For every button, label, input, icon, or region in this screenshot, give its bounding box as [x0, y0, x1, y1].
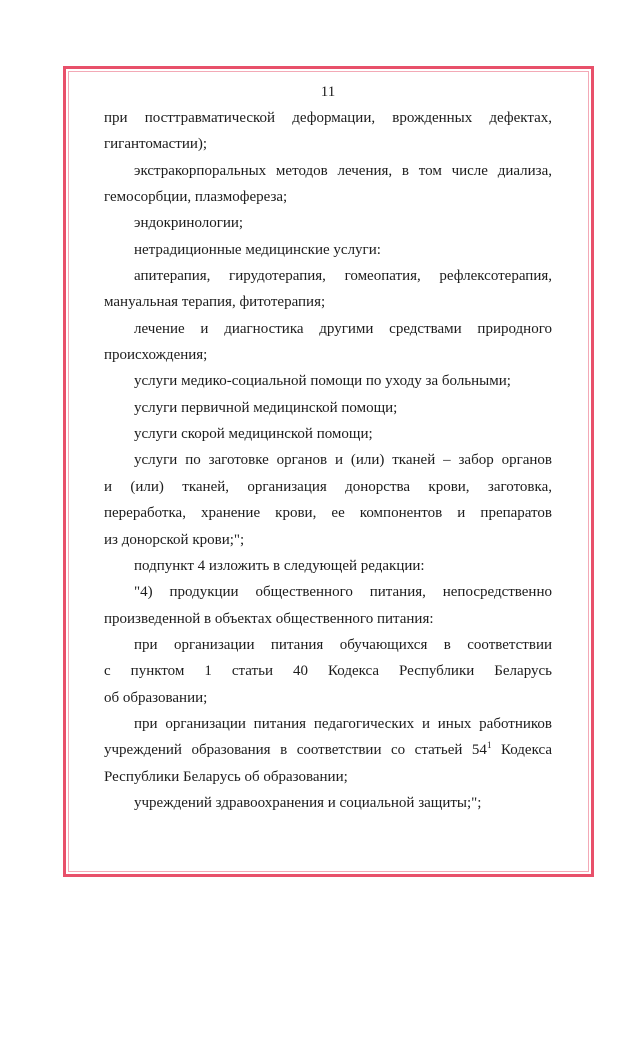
- text-line: услуги первичной медицинской помощи;: [134, 399, 398, 416]
- text-line: с пунктом 1 статьи 40 Кодекса Республики Беларусь: [104, 663, 552, 680]
- text-line: нетрадиционные медицинские услуги:: [134, 241, 381, 258]
- text-line: из донорской крови;";: [104, 531, 245, 548]
- text-line: гигантомастии);: [104, 136, 208, 153]
- text-line: Республики Беларусь об образовании;: [104, 768, 348, 785]
- text-line: переработка, хранение крови, ее компонентов и препаратов: [104, 505, 552, 522]
- text-line: апитерапия, гирудотерапия, гомеопатия, рефлексотерапия,: [134, 268, 552, 285]
- text-line: гемосорбции, плазмофереза;: [104, 189, 288, 206]
- text-line: учреждений образования в соответствии со статьей $54^1$ Кодекса: [104, 740, 552, 759]
- text-line: при организации питания педагогических и иных работников: [134, 715, 552, 732]
- text-line: и (или) тканей, организация донорства крови, заготовка,: [104, 478, 552, 495]
- text-line: мануальная терапия, фитотерапия;: [104, 294, 326, 311]
- text-line: подпункт 4 изложить в следующей редакции:: [134, 557, 425, 574]
- text-line: услуги скорой медицинской помощи;: [134, 426, 373, 443]
- text-line: при организации питания обучающихся в соответствии: [134, 636, 552, 653]
- text-line: учреждений здравоохранения и социальной защиты;";: [134, 794, 482, 811]
- text-line: лечение и диагностика другими средствами природного: [134, 320, 552, 337]
- text-line: экстракорпоральных методов лечения, в том числе диализа,: [134, 162, 552, 179]
- document-body: [104, 82, 552, 816]
- text-lines: [104, 105, 552, 816]
- text-line: эндокринологии;: [134, 215, 244, 232]
- text-line: "4) продукции общественного питания, непосредственно: [134, 584, 552, 601]
- text-line: при посттравматической деформации, врожденных дефектах,: [104, 110, 552, 126]
- text-line: услуги по заготовке органов и (или) тканей – забор органов: [134, 452, 552, 469]
- page-number: 11: [320, 84, 336, 100]
- text-line: услуги медико-социальной помощи по уходу за больными;: [134, 373, 511, 390]
- text-line: об образовании;: [104, 689, 208, 706]
- text-line: происхождения;: [104, 347, 208, 364]
- text-line: произведенной в объектах общественного питания:: [104, 610, 434, 627]
